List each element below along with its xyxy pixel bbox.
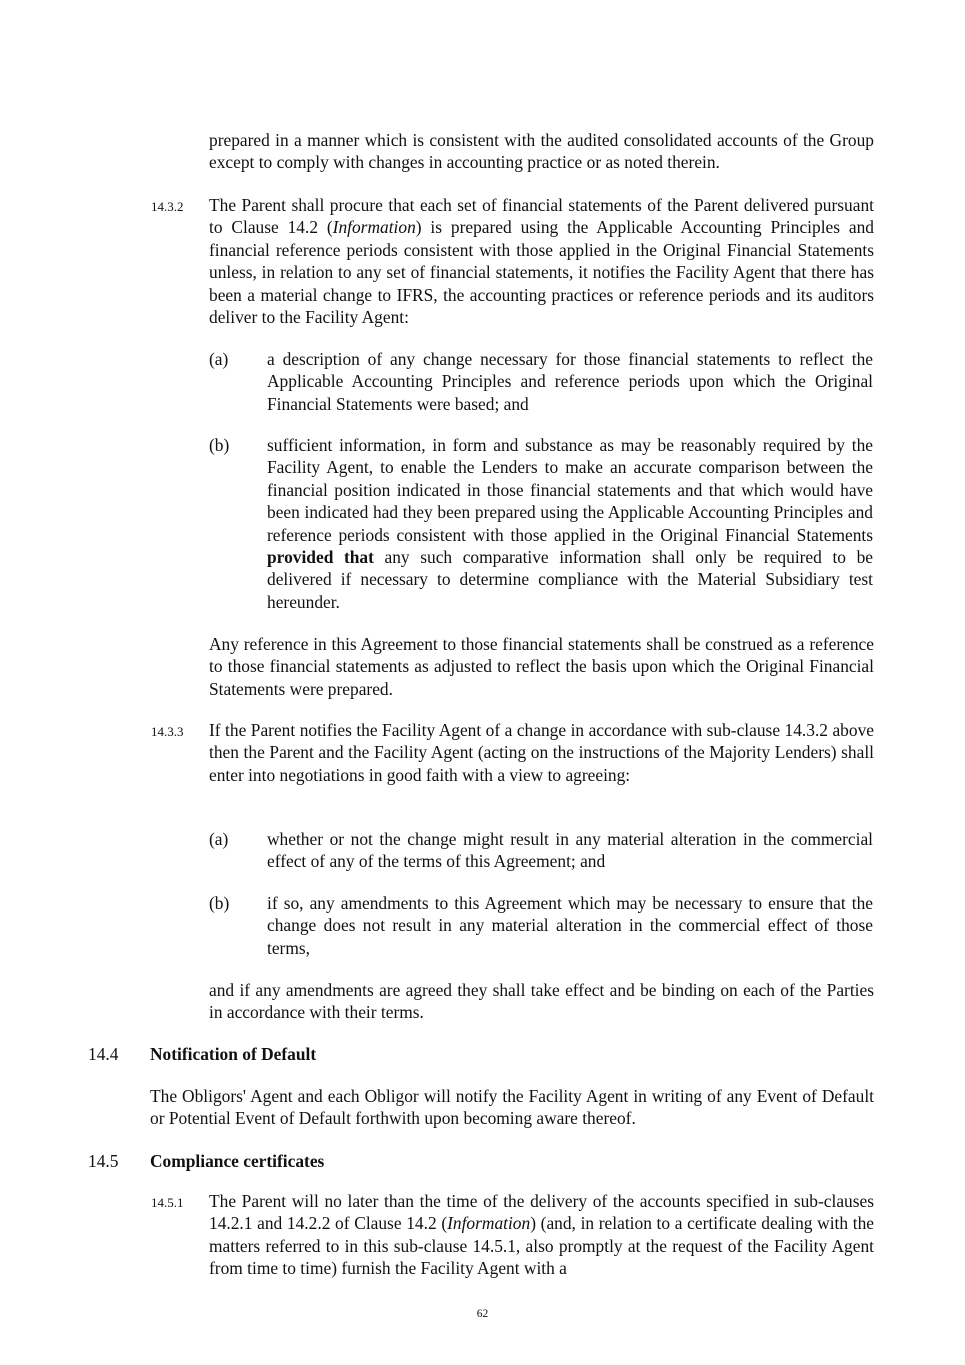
clause-number-14-3-3: 14.3.3 [151, 724, 184, 739]
clause-14-3-2-tail: Any reference in this Agreement to those financial statements shall be construed as a reference to those financial statements as adjusted to reflect the basis upon which the Original Financial Statements were prepared. [209, 634, 874, 699]
clause-14-3-2-text: The Parent shall procure that each set of financial statements of the Parent delivered pursuant to Clause 14.2 (Information) is prepared using the Applicable Accounting Principles and financial reference periods consistent with those applied in the Original Financial Statements unless, in relation to any set of financial statements, it notifies the Facility Agent that there has been a material change to IFRS, the accounting practices or reference periods and its auditors deliver to the Facility Agent: [209, 195, 874, 328]
clause-14-3-2-italic-ref: Information [332, 217, 416, 238]
clause-number-14-5-1: 14.5.1 [151, 1195, 184, 1210]
intro-paragraph: prepared in a manner which is consistent with the audited consolidated accounts of the Group except to comply with changes in accounting practice or as noted therein. [209, 130, 874, 173]
clause-number-14-3-2: 14.3.2 [151, 199, 184, 214]
clause-14-3-2-a-label: (a) [209, 349, 229, 369]
clause-14-3-2-b-text: sufficient information, in form and substance as may be reasonably required by the Facility Agent, to enable the Lenders to make an accurate comparison between the financial position indicated in those financial statements and that which would have been indicated had they been prepared using the Applicable Accounting Principles and reference periods consistent with those applied in the Original Financial Statements provided that any such comparative information shall only be required to be delivered if necessary to determine compliance with the Material Subsidiary test hereunder. [267, 435, 873, 612]
clause-14-3-2-b-label: (b) [209, 435, 230, 455]
clause-14-3-3-b-label: (b) [209, 893, 230, 913]
clause-14-3-2-a-text: a description of any change necessary for those financial statements to reflect the Applicable Accounting Principles and reference periods upon which the Original Financial Statements were based; and [267, 349, 873, 414]
section-heading-14-5: Compliance certificates [150, 1151, 325, 1171]
provided-that-bold: provided that [267, 547, 374, 568]
section-14-4-text: The Obligors' Agent and each Obligor will notify the Facility Agent in writing of any Event of Default or Potential Event of Default forthwith upon becoming aware thereof. [150, 1086, 874, 1129]
section-heading-14-4: Notification of Default [150, 1044, 317, 1064]
clause-14-3-3-a-text: whether or not the change might result in any material alteration in the commercial effect of any of the terms of this Agreement; and [267, 829, 873, 872]
clause-14-3-3-a-label: (a) [209, 829, 229, 849]
clause-14-5-1-text: The Parent will no later than the time of the delivery of the accounts specified in sub-clauses 14.2.1 and 14.2.2 of Clause 14.2 (Information) (and, in relation to a certificate dealing with the matters referred to in this sub-clause 14.5.1, also promptly at the request of the Facility Agent from time to time) furnish the Facility Agent with a [209, 1191, 874, 1279]
section-number-14-4: 14.4 [88, 1044, 119, 1064]
page-number: 62 [476, 1308, 489, 1320]
clause-14-5-1-italic-ref: Information [447, 1213, 531, 1234]
clause-14-3-3-text: If the Parent notifies the Facility Agent of a change in accordance with sub-clause 14.3.2 above then the Parent and the Facility Agent (acting on the instructions of the Majority Lenders) shall enter into negotiations in good faith with a view to agreeing: [209, 720, 874, 785]
clause-14-3-3-tail: and if any amendments are agreed they shall take effect and be binding on each of the Parties in accordance with their terms. [209, 980, 874, 1023]
clause-14-3-3-b-text: if so, any amendments to this Agreement which may be necessary to ensure that the change does not result in any material alteration in the commercial effect of those terms, [267, 893, 873, 958]
section-number-14-5: 14.5 [88, 1151, 119, 1171]
